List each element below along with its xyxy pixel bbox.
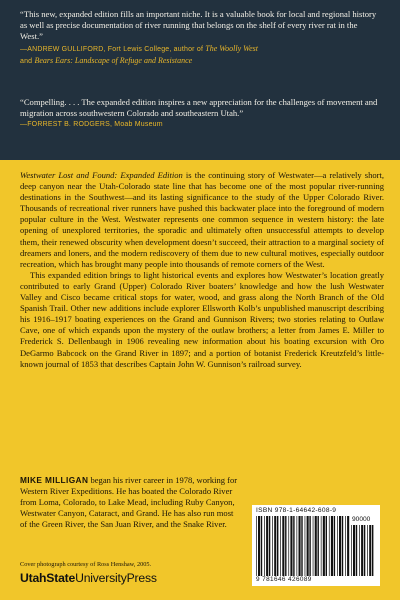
publisher-logo [20,571,157,585]
barcode-digits: 9 781646 426089 [256,576,312,583]
book-title: Westwater Lost and Found: Expanded Edition [20,170,183,180]
publisher-name-light: UniversityPress [75,571,157,585]
cover-credit: Cover photograph courtesy of Ross Henshaw, 2005. [20,561,152,568]
attribution-name: —ANDREW GULLIFORD, Fort Lewis College, author of [20,45,206,53]
price-barcode [351,525,376,576]
barcode-box [252,505,380,586]
isbn-barcode [256,516,350,576]
isbn-label: ISBN 978-1-64642-608-9 [256,507,337,514]
publisher-name-bold: UtahState [20,571,76,585]
attribution-book: Bears Ears: Landscape of Refuge and Resistance [34,55,193,65]
endorsements-band [0,0,400,160]
attribution-book: The Woolly West [205,43,258,53]
endorsement-quote [20,97,382,131]
endorsement-quote [20,9,382,67]
bio-text: began his river career in 1978, working for Western River Expeditions. He has boated the Colorado River from Loma, Colorado, to Lake Mead, including Ruby Canyon, Westwater Canyon, Cataract, and Grand. He has also run most of the Green River, the San Juan River, and the Snake River. [20,475,238,530]
quote-text: “Compelling. . . . The expanded edition inspires a new appreciation for the challenges of movement and migration across southwestern Colorado and southeastern Utah.” [20,97,378,119]
author-name: MIKE MILLIGAN [20,475,89,485]
description-paragraph: This expanded edition brings to light historical events and explores how Westwater’s location greatly contributed to early Grand (Upper) Colorado River boaters’ knowledge and how the lush Westwater Valley and Cisco became critical stops for water, wood, and grass along the North Branch of the Old Spanish Trail. Other new additions include explorer Ellsworth Kolb’s unpublished manuscript describing his 1916–1917 boating experiences on the Grand and Gunnison Rivers; two stories relating to Outlaw Cave, one of which expands upon the mystery of the outlaw brothers; a letter from James E. Miller to Frederick S. Dellenbaugh in 1906 revealing new information about his boating excursion with Oro DeGarmo Babcock on the Grand River in 1897; and a portion of botanist Frederick Kreutzfeld’s little-known journal of 1853 that describes Captain John W. Gunnison’s railroad survey. [20,269,384,369]
description-paragraph [20,170,384,270]
quote-attribution: —FORREST B. RODGERS, Moab Museum [20,121,163,129]
description-text: is the continuing story of Westwater—a relatively short, deep canyon near the Utah-Colorado state line that has become one of the most popular river-running destinations in the Southwest—and its lasting significance to the study of the Upper Colorado River. Thousands of recreational river runners have pushed this backwater place into the foreground of modern popular culture in the West. Westwater represents one common sequence in western history: the late opening of unexplored territories, the sporadic and ultimately often unsuccessful attempts to develop them, their renewed obscurity when development doesn’t succeed, their attraction to a marginal society of dreamers and loners, and the modern rediscovery of them due to new cultural motives, especially outdoor recreation, which has brought many people into thousands of remote corners of the West. [20,170,384,269]
price-code: 90000 [352,516,371,523]
author-bio [20,475,242,530]
quote-text: “This new, expanded edition fills an important niche. It is a valuable book for local and regional history as well as precise documentation of river running that belongs on the shelf of every river rat in the West.” [20,9,377,42]
attribution-conjunction: and [20,57,35,65]
quote-attribution [20,43,382,67]
book-description [20,170,384,370]
